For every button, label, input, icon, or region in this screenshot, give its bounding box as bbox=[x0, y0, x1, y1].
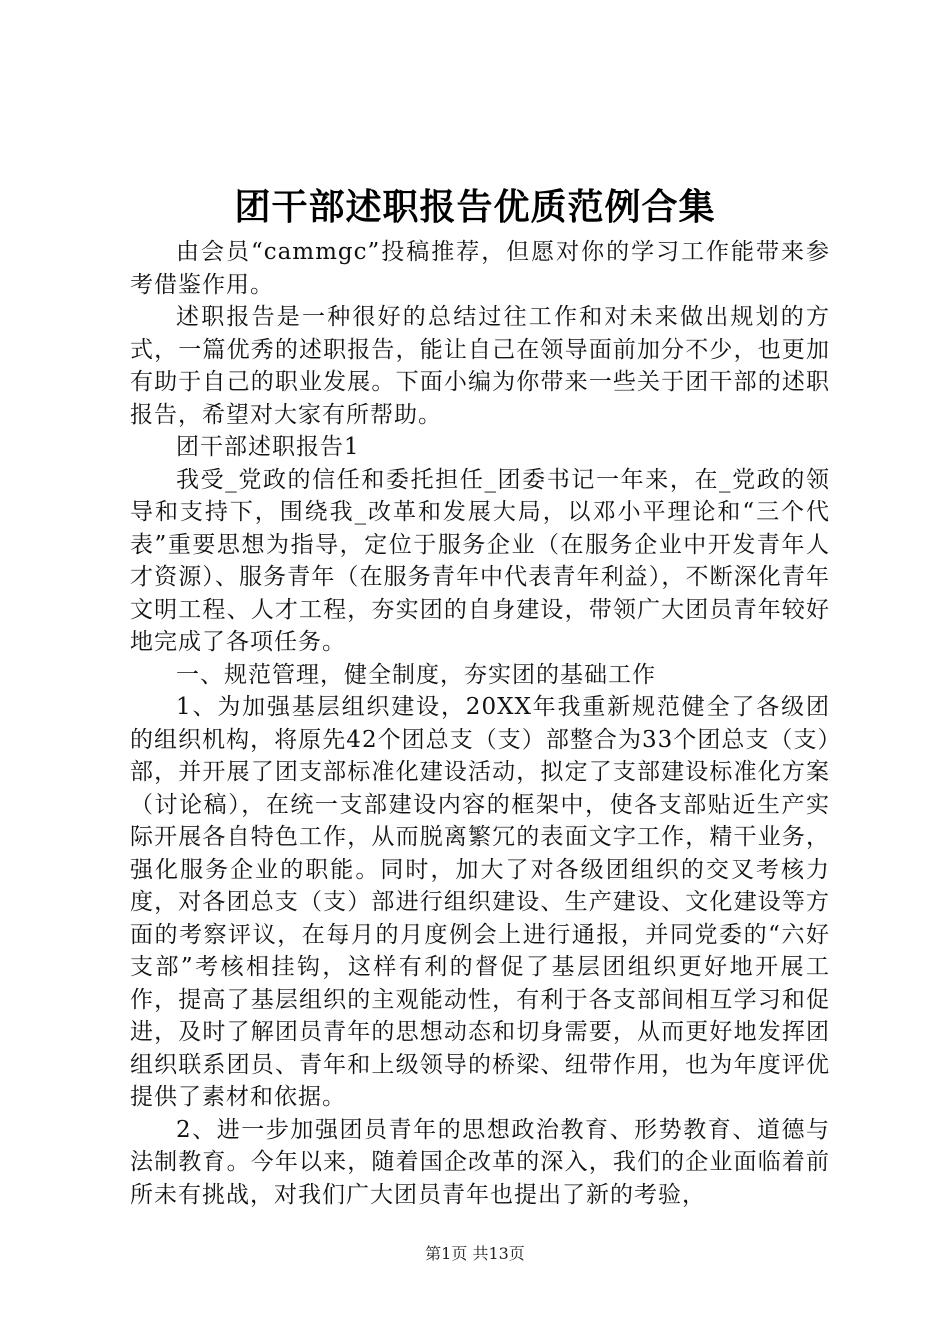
paragraph-report-opening: 我受_党政的信任和委托担任_团委书记一年来，在_党政的领导和支持下，围绕我_改革和发展大局，以邓小平理论和“三个代表”重要思想为指导，定位于服务企业（在服务企业中开发青年人才资源）、服务青年（在服务青年中代表青年利益），不断深化青年文明工程、人才工程，夯实团的自身建设，带领广大团员青年较好地完成了各项任务。 bbox=[130, 466, 830, 655]
document-title: 团干部述职报告优质范例合集 bbox=[234, 187, 716, 228]
paragraph-item-1: 1、为加强基层组织建设，20XX年我重新规范健全了各级团的组织机构，将原先42个团总支（支）部整合为33个团总支（支）部，并开展了团支部标准化建设活动，拟定了支部建设标准化方案（讨论稿），在统一支部建设内容的框架中，使各支部贴近生产实际开展各自特色工作，从而脱离繁冗的表面文字工作，精干业务，强化服务企业的职能。同时，加大了对各级团组织的交叉考核力度，对各团总支（支）部进行组织建设、生产建设、文化建设等方面的考察评议，在每月的月度例会上进行通报，并同党委的“六好支部”考核相挂钩，这样有利的督促了基层团组织更好地开展工作，提高了基层组织的主观能动性，有利于各支部间相互学习和促进，及时了解团员青年的思想动态和切身需要，从而更好地发挥团组织联系团员、青年和上级领导的桥梁、纽带作用，也为年度评优提供了素材和依据。 bbox=[130, 694, 830, 1110]
document-body bbox=[130, 236, 830, 1211]
paragraph-preface: 述职报告是一种很好的总结过往工作和对未来做出规划的方式，一篇优秀的述职报告，能让自己在领导面前加分不少，也更加有助于自己的职业发展。下面小编为你带来一些关于团干部的述职报告，希望对大家有所帮助。 bbox=[130, 304, 830, 428]
paragraph-item-2: 2、进一步加强团员青年的思想政治教育、形势教育、道德与法制教育。今年以来，随着国企改革的深入，我们的企业面临着前所未有挑战，对我们广大团员青年也提出了新的考验， bbox=[130, 1116, 830, 1208]
page-number-footer: 第1页 共13页 bbox=[425, 1244, 525, 1263]
section-heading-part-1: 一、规范管理，健全制度，夯实团的基础工作 bbox=[176, 661, 656, 688]
section-heading-report-1: 团干部述职报告1 bbox=[176, 434, 360, 460]
paragraph-intro: 由会员“cammgc”投稿推荐，但愿对你的学习工作能带来参考借鉴作用。 bbox=[130, 239, 830, 298]
